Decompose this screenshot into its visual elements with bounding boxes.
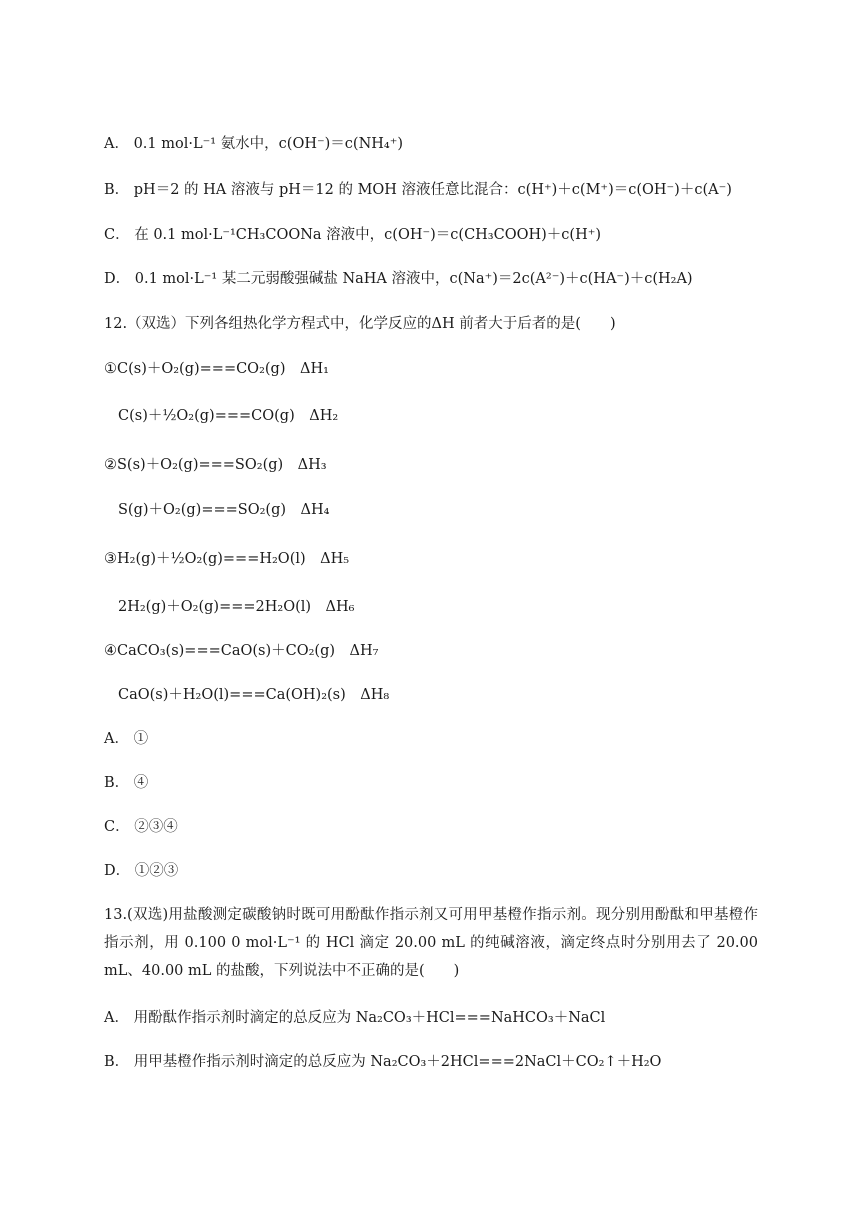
equation-1a: ①C(s)＋O₂(g)===CO₂(g) ΔH₁: [104, 361, 329, 377]
q11-option-c: C． 在 0.1 mol·L⁻¹CH₃COONa 溶液中，c(OH⁻)＝c(CH₃COOH)＋c(H⁺): [104, 227, 602, 243]
equation-4a: ④CaCO₃(s)===CaO(s)＋CO₂(g) ΔH₇: [104, 643, 379, 659]
equation-2b: S(g)＋O₂(g)===SO₂(g) ΔH₄: [118, 502, 330, 518]
equation-2a: ②S(s)＋O₂(g)===SO₂(g) ΔH₃: [104, 457, 327, 473]
q13-stem: 13.(双选)用盐酸测定碳酸钠时既可用酚酞作指示剂又可用甲基橙作指示剂。现分别用酚酞和甲基橙作指示剂，用 0.100 0 mol·L⁻¹ 的 HCl 滴定 20.00 mL 的纯碱溶液，滴定终点时分别用去了 20.00 mL、40.00 mL 的盐酸，下列说法中不正确的是( ): [104, 907, 758, 979]
equation-3b: 2H₂(g)＋O₂(g)===2H₂O(l) ΔH₆: [118, 599, 355, 615]
q12-option-b: B． ④: [104, 775, 149, 791]
equation-3a: ③H₂(g)＋½O₂(g)===H₂O(l) ΔH₅: [104, 551, 350, 567]
q11-option-d: D． 0.1 mol·L⁻¹ 某二元弱酸强碱盐 NaHA 溶液中，c(Na⁺)＝2c(A²⁻)＋c(HA⁻)＋c(H₂A): [104, 271, 693, 287]
q12-option-d: D． ①②③: [104, 863, 179, 879]
q12-option-c: C． ②③④: [104, 819, 178, 835]
q11-option-a: A． 0.1 mol·L⁻¹ 氨水中，c(OH⁻)＝c(NH₄⁺): [104, 136, 404, 152]
equation-4b: CaO(s)＋H₂O(l)===Ca(OH)₂(s) ΔH₈: [118, 687, 390, 703]
q13-option-b: B． 用甲基橙作指示剂时滴定的总反应为 Na₂CO₃＋2HCl===2NaCl＋CO₂↑＋H₂O: [104, 1054, 662, 1070]
q11-option-b: B． pH＝2 的 HA 溶液与 pH＝12 的 MOH 溶液任意比混合：c(H⁺)＋c(M⁺)＝c(OH⁻)＋c(A⁻): [104, 182, 732, 198]
q12-stem: 12.（双选）下列各组热化学方程式中，化学反应的ΔH 前者大于后者的是( ): [104, 316, 616, 332]
q13-option-a: A． 用酚酞作指示剂时滴定的总反应为 Na₂CO₃＋HCl===NaHCO₃＋NaCl: [104, 1010, 606, 1026]
q12-option-a: A． ①: [104, 731, 149, 747]
equation-1b: C(s)＋½O₂(g)===CO(g) ΔH₂: [118, 408, 339, 424]
